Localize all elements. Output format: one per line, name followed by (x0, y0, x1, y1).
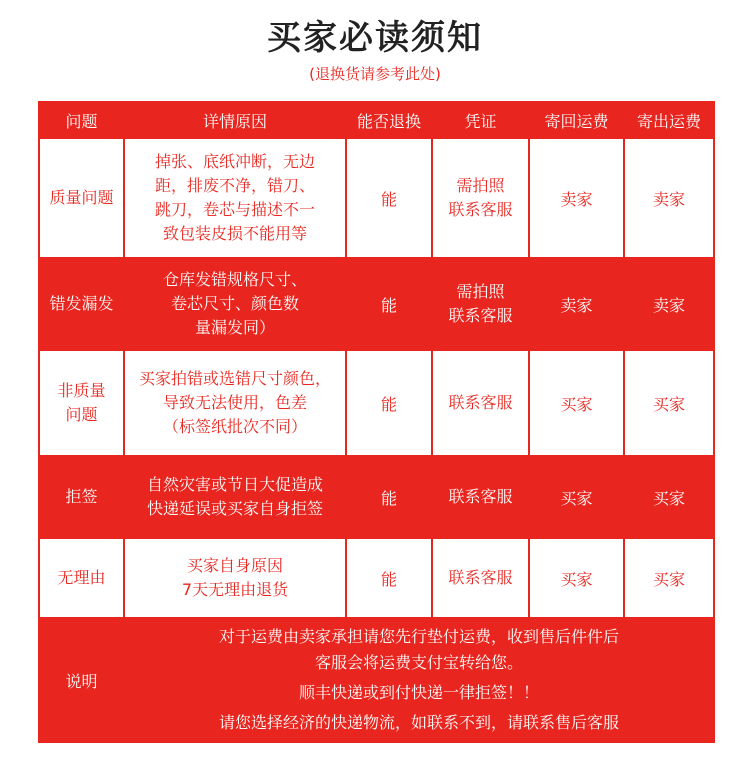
detail-cell-line: 快递延误或买家自身拒签 (146, 499, 323, 518)
issue-cell-line: 非质量 (57, 381, 106, 400)
column-header: 能否退换 (346, 102, 432, 138)
proof-cell (432, 350, 529, 456)
detail-cell-line: 卷芯尺寸、颜色数 (170, 294, 299, 313)
detail-cell (124, 138, 346, 258)
return-policy-table (38, 101, 715, 743)
note-text (124, 618, 714, 742)
return-shipping-cell: 卖家 (529, 258, 624, 350)
detail-cell (124, 258, 346, 350)
table-row (39, 138, 714, 258)
detail-cell-line: 自然灾害或节日大促造成 (146, 475, 323, 494)
detail-cell-line: 买家拍错或选错尺寸颜色， (138, 369, 331, 388)
detail-cell-line: 导致无法使用，色差 (162, 393, 307, 412)
column-header: 寄出运费 (624, 102, 714, 138)
detail-cell-line: 仓库发错规格尺寸、 (162, 270, 307, 289)
proof-cell-line: 需拍照 (456, 176, 505, 195)
note-line: 客服会将运费支付宝转给您。 (314, 653, 523, 672)
detail-cell-line: 致包装皮损不能用等 (162, 224, 307, 243)
detail-cell-line: 买家自身原因 (186, 556, 283, 575)
column-header: 问题 (39, 102, 124, 138)
issue-cell (39, 456, 124, 538)
proof-cell (432, 538, 529, 618)
proof-cell-line: 联系客服 (448, 487, 513, 506)
issue-cell (39, 138, 124, 258)
proof-cell-line: 联系客服 (448, 306, 513, 325)
proof-cell-line: 联系客服 (448, 393, 513, 412)
detail-cell-line: 量漏发同） (194, 318, 275, 337)
table-row (39, 258, 714, 350)
note-line: 请您选择经济的快递物流，如联系不到，请联系售后客服 (218, 713, 619, 732)
proof-cell-line: 需拍照 (456, 282, 505, 301)
column-header: 凭证 (432, 102, 529, 138)
issue-cell-line: 拒签 (65, 487, 98, 506)
table-row (39, 538, 714, 618)
note-line: 对于运费由卖家承担请您先行垫付运费，收到售后件件后 (218, 627, 619, 646)
returnable-cell: 能 (346, 258, 432, 350)
issue-cell-line: 问题 (65, 405, 98, 424)
column-header: 寄回运费 (529, 102, 624, 138)
send-shipping-cell: 买家 (624, 350, 714, 456)
table-row (39, 350, 714, 456)
page-title: 买家必读须知 (267, 18, 483, 58)
returnable-cell: 能 (346, 138, 432, 258)
detail-cell-line: 掉张、底纸冲断，无边 (154, 152, 315, 171)
returnable-cell: 能 (346, 350, 432, 456)
issue-cell-line: 无理由 (57, 568, 106, 587)
send-shipping-cell: 卖家 (624, 138, 714, 258)
proof-cell (432, 456, 529, 538)
issue-cell (39, 258, 124, 350)
send-shipping-cell: 买家 (624, 538, 714, 618)
return-shipping-cell: 卖家 (529, 138, 624, 258)
table-row (39, 456, 714, 538)
returnable-cell: 能 (346, 456, 432, 538)
issue-cell-line: 错发漏发 (49, 294, 114, 313)
note-label: 说明 (39, 618, 124, 742)
detail-cell-line: 7天无理由退货 (181, 580, 289, 599)
detail-cell (124, 350, 346, 456)
note-line: 顺丰快递或到付快递一律拒签！！ (298, 683, 539, 702)
proof-cell-line: 联系客服 (448, 200, 513, 219)
issue-cell-line: 质量问题 (49, 188, 114, 207)
returnable-cell: 能 (346, 538, 432, 618)
send-shipping-cell: 卖家 (624, 258, 714, 350)
detail-cell (124, 456, 346, 538)
proof-cell-line: 联系客服 (448, 568, 513, 587)
return-shipping-cell: 买家 (529, 350, 624, 456)
column-header: 详情原因 (124, 102, 346, 138)
detail-cell-line: 跳刀，卷芯与描述不一 (154, 200, 315, 219)
proof-cell (432, 258, 529, 350)
note-row (39, 618, 714, 742)
page-subtitle: (退换货请参考此处) (309, 65, 441, 83)
issue-cell (39, 538, 124, 618)
proof-cell (432, 138, 529, 258)
detail-cell (124, 538, 346, 618)
detail-cell-line: （标签纸批次不同） (162, 417, 307, 436)
send-shipping-cell: 买家 (624, 456, 714, 538)
detail-cell-line: 距，排废不净，错刀、 (154, 176, 315, 195)
issue-cell (39, 350, 124, 456)
return-shipping-cell: 买家 (529, 456, 624, 538)
table-header-row (39, 102, 714, 138)
return-shipping-cell: 买家 (529, 538, 624, 618)
